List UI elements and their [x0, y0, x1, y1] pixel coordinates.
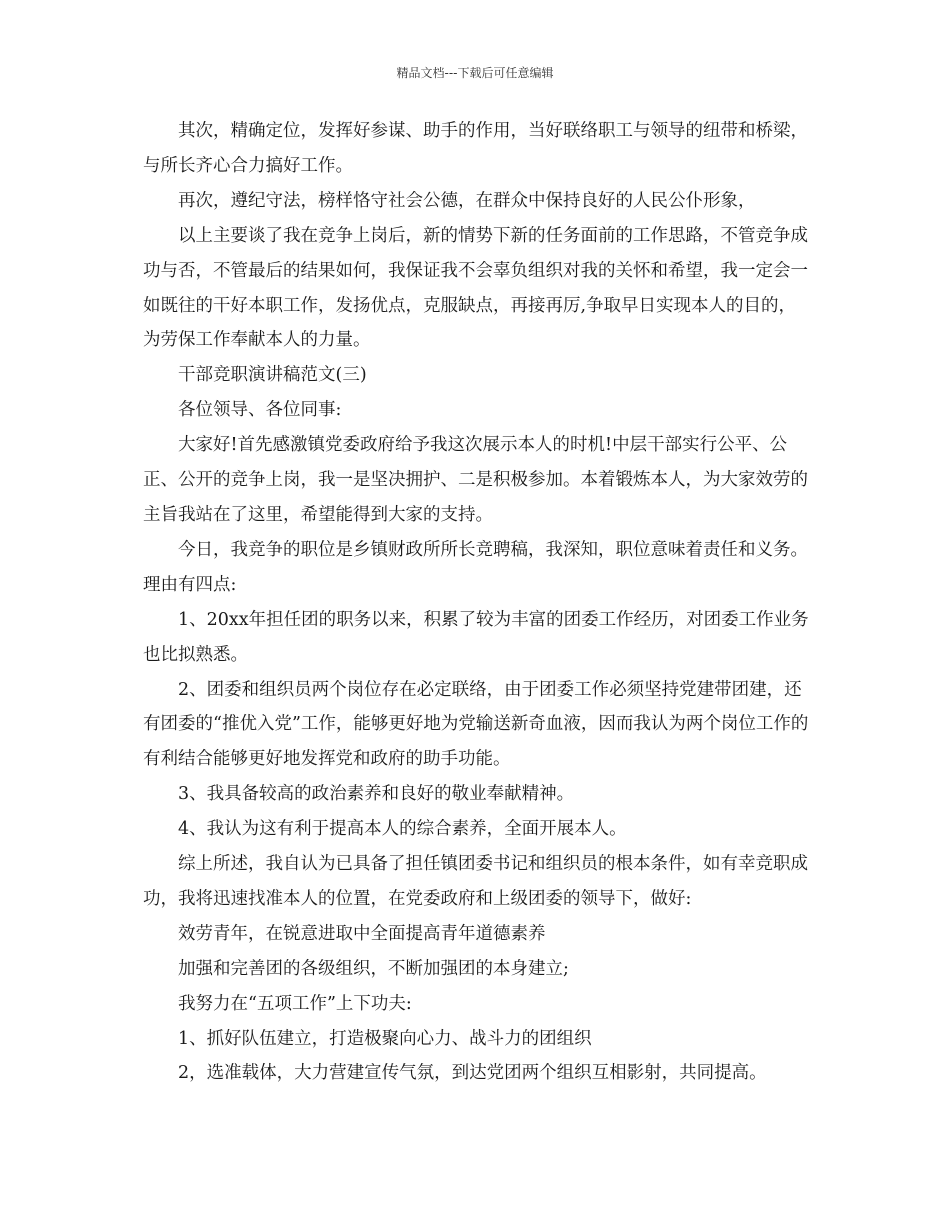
paragraph: 综上所述，我自认为已具备了担任镇团委书记和组织员的根本条件，如有幸竞职成功，我将迅速找准本人的位置，在党委政府和上级团委的领导下，做好:	[143, 854, 808, 909]
paragraph: 其次，精确定位，发挥好参谋、助手的作用，当好联络职工与领导的纽带和桥梁，与所长齐心合力搞好工作。	[143, 121, 808, 176]
list-item: 1、抓好队伍建立，打造极聚向心力、战斗力的团组织	[178, 1028, 592, 1049]
list-item: 4、我认为这有利于提高本人的综合素养，全面开展本人。	[178, 819, 627, 840]
list-item: 3、我具备较高的政治素养和良好的敬业奉献精神。	[178, 784, 575, 805]
page-header: 精品文档---下载后可任意编辑	[396, 66, 554, 80]
paragraph: 我努力在“五项工作”上下功夫:	[178, 993, 412, 1014]
document-body	[143, 114, 811, 1091]
paragraph: 再次，遵纪守法，榜样恪守社会公德，在群众中保持良好的人民公仆形象，	[178, 190, 756, 211]
section-title: 干部竞职演讲稿范文(三)	[178, 365, 367, 386]
list-item: 2，选准载体，大力营建宣传气氛，到达党团两个组织互相影射，共同提高。	[178, 1063, 767, 1084]
paragraph: 大家好!首先感激镇党委政府给予我这次展示本人的时机!中层干部实行公平、公正、公开的竞争上岗，我一是坚决拥护、二是积极参加。本着锻炼本人，为大家效劳的主旨我站在了这里，希望能得到大家的支持。	[143, 435, 808, 525]
paragraph: 以上主要谈了我在竞争上岗后，新的情势下新的任务面前的工作思路，不管竞争成功与否，不管最后的结果如何，我保证我不会辜负组织对我的关怀和希望，我一定会一如既往的干好本职工作，发扬优点，克服缺点，再接再厉,争取早日实现本人的目的，为劳保工作奉献本人的力量。	[143, 225, 808, 351]
list-item: 2、团委和组织员两个岗位存在必定联络，由于团委工作必须坚持党建带团建，还有团委的“推优入党”工作，能够更好地为党输送新奇血液，因而我认为两个岗位工作的有利结合能够更好地发挥党和政府的助手功能。	[143, 679, 809, 770]
paragraph: 加强和完善团的各级组织，不断加强团的本身建立;	[178, 958, 569, 979]
paragraph: 今日，我竞争的职位是乡镇财政所所长竞聘稿，我深知，职位意味着责任和义务。理由有四点:	[143, 539, 808, 595]
salutation: 各位领导、各位同事:	[178, 400, 342, 421]
paragraph: 效劳青年，在锐意进取中全面提高青年道德素养	[178, 923, 546, 944]
list-item: 1、20xx年担任团的职务以来，积累了较为丰富的团委工作经历，对团委工作业务也比拟熟悉。	[143, 609, 809, 665]
